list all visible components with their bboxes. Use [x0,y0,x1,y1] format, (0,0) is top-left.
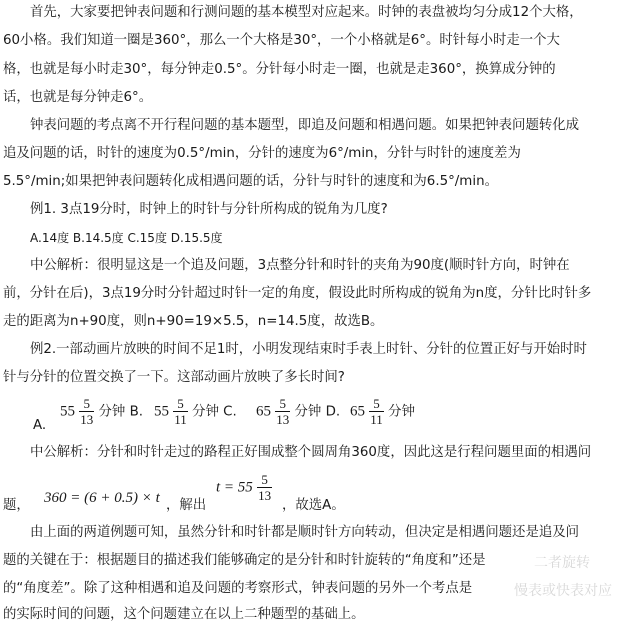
example-1-question: 例1. 3点19分时，时钟上的时针与分针所构成的锐角为几度? [30,202,388,217]
option-c-value: 65 $\frac{5}{13}$ 分钟 D. [256,396,341,427]
example-2-question-line-2: 针与分针的位置交换了一下。这部动画片放映了多长时间? [3,370,345,385]
paragraph-1-line-3: 格，也就是每小时走30°，每分钟走0.5°。分针每小时走一圈，也就是走360°，换算成分钟的 [3,62,556,77]
option-a-label: A. [33,418,47,433]
option-d-value: 65 $\frac{5}{11}$ 分钟 [350,396,415,427]
example-1-analysis-line-1: 中公解析：很明显这是一个追及问题，3点整分针和时针的夹角为90度(顺时针方向，时钟在 [30,258,570,273]
paragraph-3-line-3: 的“角度差”。除了这种相遇和追及问题的考察形式，钟表问题的另外一个考点是 [3,581,473,596]
paragraph-2-line-2: 追及问题的话，时针的速度为0.5°/min，分针的速度为6°/min，分针与时针的速度差为 [3,146,521,161]
example-2-analysis-middle: ，解出 [166,498,207,513]
watermark-text-1: 二者旋转 [534,555,590,571]
paragraph-3-line-2: 题的关键在于：根据题目的描述我们能够确定的是分针和时针旋转的“角度和”还是 [3,553,486,568]
example-1-analysis-line-3: 走的距离为n+90度，则n+90=19×5.5，n=14.5度，故选B。 [3,314,384,329]
option-a-value: 55 $\frac{5}{13}$ 分钟 B. [60,396,144,427]
equation-formula: 360 = (6 + 0.5) × t [44,490,160,506]
example-1-analysis-line-2: 前，分针在后)，3点19分时分针超过时针一定的角度，假设此时所构成的锐角为n度，分针比时针多 [3,286,592,301]
example-2-question-line-1: 例2.一部动画片放映的时间不足1时，小明发现结束时手表上时针、分针的位置正好与开始时时 [30,342,587,357]
paragraph-1-line-2: 60小格。我们知道一圈是360°，那么一个大格是30°，一个小格就是6°。时针每小时走一个大 [3,33,560,48]
paragraph-2-line-3: 5.5°/min;如果把钟表问题转化成相遇问题的话，分针与时针的速度和为6.5°/min。 [3,174,498,189]
example-1-options: A.14度 B.14.5度 C.15度 D.15.5度 [30,231,223,245]
example-2-analysis-suffix: ，故选A。 [282,498,345,513]
example-2-analysis-prefix: 题， [3,498,30,513]
paragraph-3-line-1: 由上面的两道例题可知，虽然分针和时针都是顺时针方向转动，但决定是相遇问题还是追及问 [30,525,580,540]
example-2-analysis-line-1: 中公解析：分针和时针走过的路程正好围成整个圆周角360度，因此这是行程问题里面的相遇问 [30,445,592,460]
paragraph-2-line-1: 钟表问题的考点离不开行程问题的基本题型，即追及问题和相遇问题。如果把钟表问题转化成 [30,118,580,133]
paragraph-1-line-1: 首先，大家要把钟表问题和行测问题的基本模型对应起来。时钟的表盘被均匀分成12个大格， [30,5,583,20]
option-b-value: 55 $\frac{5}{11}$ 分钟 C. [154,396,237,427]
watermark-text-2: 慢表或快表对应 [514,583,612,599]
paragraph-1-line-4: 话，也就是每分钟走6°。 [3,90,153,105]
paragraph-3-line-4: 的实际时间的问题，这个问题建立在以上二种题型的基础上。 [3,607,365,622]
answer-formula: t = 55 $\frac{5}{13}$ [216,472,272,503]
